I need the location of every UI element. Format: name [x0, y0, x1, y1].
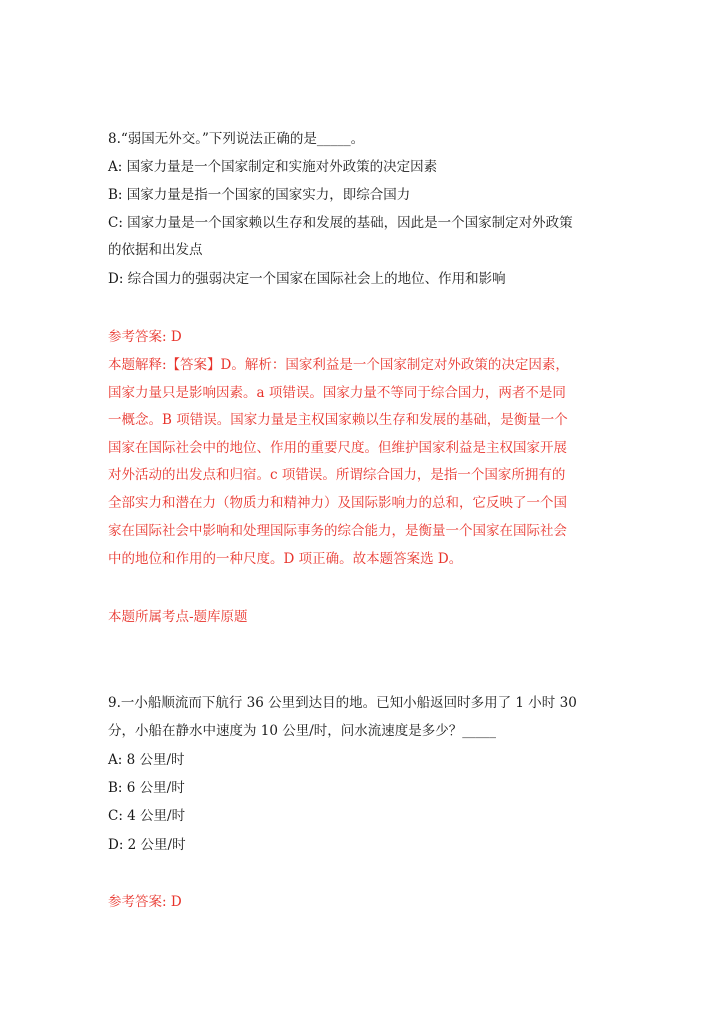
question-8-explanation-line: 国家在国际社会中的地位、作用的重要尺度。但维护国家利益是主权国家开展	[108, 440, 567, 456]
question-8-explanation-line: 对外活动的出发点和归宿。c 项错误。所谓综合国力，是指一个国家所拥有的	[108, 467, 566, 483]
question-8-option-c-continued: 的依据和出发点	[108, 242, 203, 258]
question-9-option-a: A: 8 公里/时	[108, 752, 185, 768]
question-9-stem-line: 9.一小船顺流而下航行 36 公里到达目的地。已知小船返回时多用了 1 小时 30	[108, 695, 577, 711]
question-9-option-b: B: 6 公里/时	[108, 780, 185, 796]
question-8-explanation-line: 家在国际社会中影响和处理国际事务的综合能力，是衡量一个国家在国际社会	[108, 523, 567, 539]
question-8-option-c: C: 国家力量是一个国家赖以生存和发展的基础，因此是一个国家制定对外政策	[108, 215, 573, 231]
question-8-option-b: B: 国家力量是指一个国家的国家实力，即综合国力	[108, 187, 411, 203]
question-8-source: 本题所属考点-题库原题	[108, 609, 248, 625]
question-9-answer: 参考答案: D	[108, 894, 182, 910]
question-8-answer: 参考答案: D	[108, 329, 182, 345]
question-8-explanation-line: 全部实力和潜在力（物质力和精神力）及国际影响力的总和，它反映了一个国	[108, 495, 567, 511]
question-8-option-d: D: 综合国力的强弱决定一个国家在国际社会上的地位、作用和影响	[108, 271, 506, 287]
question-9-stem-line: 分，小船在静水中速度为 10 公里/时，问水流速度是多少？_____	[108, 723, 497, 739]
question-9-option-c: C: 4 公里/时	[108, 808, 186, 824]
question-8-explanation-line: 本题解释:【答案】D。解析：国家利益是一个国家制定对外政策的决定因素，	[108, 357, 569, 373]
question-8-stem: 8.“弱国无外交。”下列说法正确的是_____。	[108, 131, 365, 147]
question-8-option-a: A: 国家力量是一个国家制定和实施对外政策的决定因素	[108, 159, 438, 175]
question-8-explanation-line: 国家力量只是影响因素。a 项错误。国家力量不等同于综合国力，两者不是同	[108, 385, 566, 401]
question-8-explanation-line: 一概念。B 项错误。国家力量是主权国家赖以生存和发展的基础，是衡量一个	[108, 412, 568, 428]
question-9-option-d: D: 2 公里/时	[108, 837, 186, 853]
question-8-explanation-line: 中的地位和作用的一种尺度。D 项正确。故本题答案选 D。	[108, 551, 463, 567]
